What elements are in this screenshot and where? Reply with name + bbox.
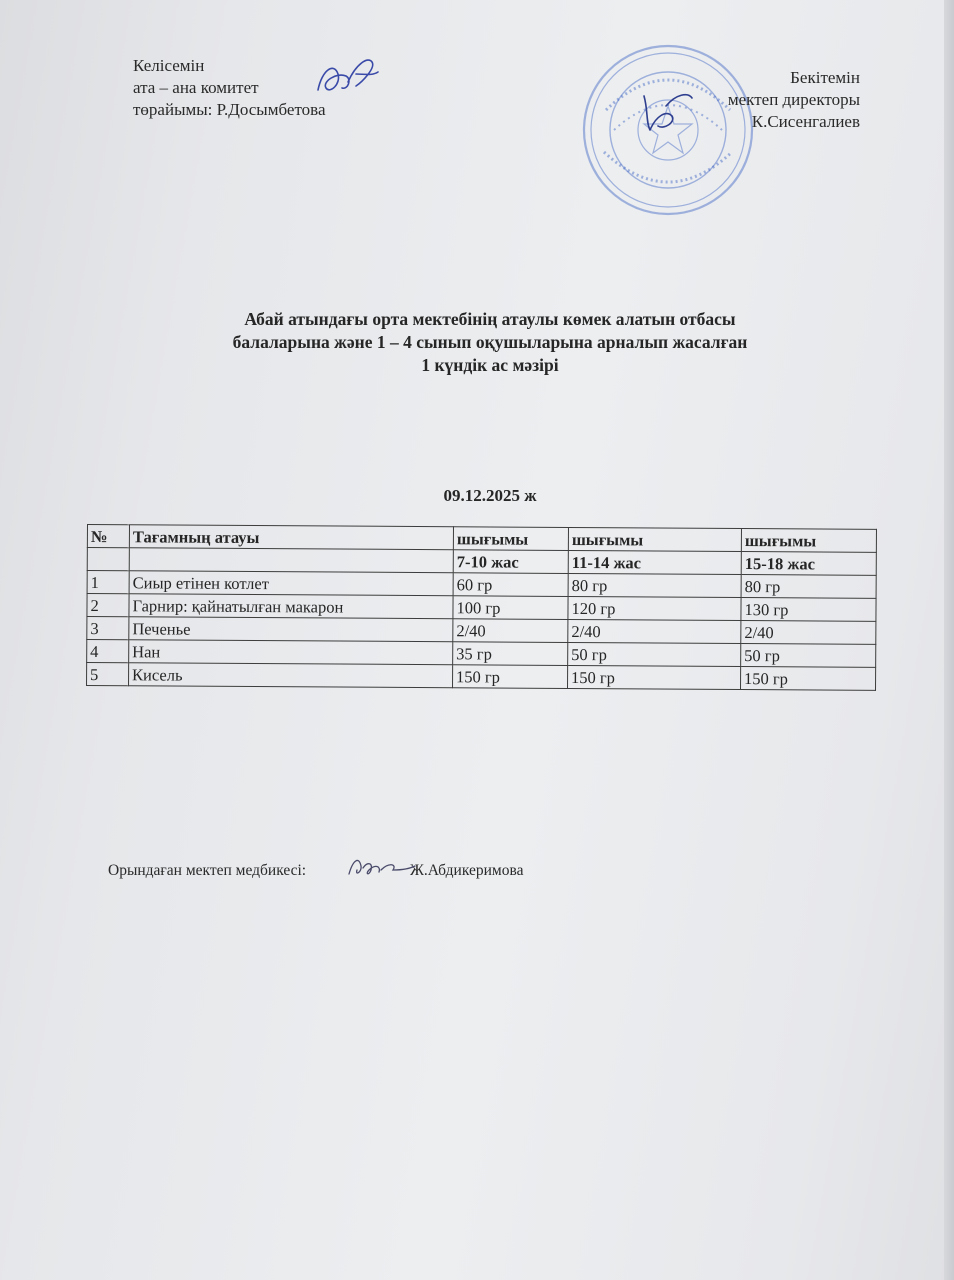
row-num: 4: [87, 640, 129, 663]
header-num: №: [87, 525, 129, 548]
row-num: 1: [87, 571, 129, 594]
age-group-3: 15-18 жас: [741, 551, 876, 575]
row-yield-a: 100 гр: [453, 596, 568, 620]
row-yield-c: 80 гр: [741, 574, 876, 598]
age-row-empty-num: [87, 548, 129, 571]
row-yield-a: 60 гр: [453, 573, 568, 597]
title-line-3: 1 күндік ас мәзірі: [421, 355, 559, 375]
director-signature: [636, 86, 696, 136]
title-line-2: балаларына және 1 – 4 сынып оқушыларына арналып жасалған: [232, 332, 748, 352]
header-yield-a: шығымы: [453, 527, 568, 551]
row-dish: Сиыр етінен котлет: [129, 571, 453, 596]
age-group-2: 11-14 жас: [568, 550, 741, 574]
approval-line-3: К.Сисенгалиев: [751, 112, 860, 131]
row-yield-c: 150 гр: [741, 666, 876, 690]
page-edge-shadow: [944, 0, 954, 1280]
row-yield-b: 2/40: [568, 619, 741, 643]
committee-signature: [312, 52, 384, 104]
row-dish: Кисель: [129, 663, 453, 688]
row-num: 3: [87, 617, 129, 640]
row-yield-c: 2/40: [741, 620, 876, 644]
row-yield-c: 130 гр: [741, 597, 876, 621]
approval-line-2: мектеп директоры: [727, 90, 860, 109]
row-yield-a: 150 гр: [453, 665, 568, 689]
agreement-line-3: төрайымы: Р.Досымбетова: [133, 100, 326, 119]
age-group-1: 7-10 жас: [453, 550, 568, 574]
nurse-signature: [345, 852, 417, 882]
age-row-empty-name: [129, 548, 453, 573]
table-row: [87, 663, 876, 691]
row-yield-c: 50 гр: [741, 643, 876, 667]
row-yield-b: 150 гр: [568, 665, 741, 689]
agreement-block: [133, 55, 326, 121]
row-yield-b: 80 гр: [568, 573, 741, 597]
row-yield-b: 120 гр: [568, 596, 741, 620]
row-dish: Печенье: [129, 617, 453, 642]
nurse-signature-line: [108, 862, 524, 880]
header-dish-name: Тағамның атауы: [129, 525, 453, 550]
row-yield-a: 2/40: [453, 619, 568, 643]
title-line-1: Абай атындағы орта мектебінің атаулы көмек алатын отбасы: [244, 309, 736, 329]
approval-line-1: Бекітемін: [790, 68, 860, 87]
row-yield-a: 35 гр: [453, 642, 568, 666]
row-dish: Нан: [129, 640, 453, 665]
row-num: 5: [87, 663, 129, 686]
agreement-line-1: Келісемін: [133, 56, 205, 75]
row-num: 2: [87, 594, 129, 617]
document-title: [140, 308, 840, 377]
menu-table: [86, 524, 877, 691]
header-yield-b: шығымы: [568, 527, 741, 551]
row-dish: Гарнир: қайнатылған макарон: [129, 594, 453, 619]
agreement-line-2: ата – ана комитет: [133, 78, 259, 97]
document-date: 09.12.2025 ж: [443, 486, 537, 505]
nurse-name: Ж.Абдикеримова: [410, 862, 524, 879]
row-yield-b: 50 гр: [568, 642, 741, 666]
nurse-label: Орындаған мектеп медбикесі:: [108, 862, 307, 879]
header-yield-c: шығымы: [741, 528, 876, 552]
